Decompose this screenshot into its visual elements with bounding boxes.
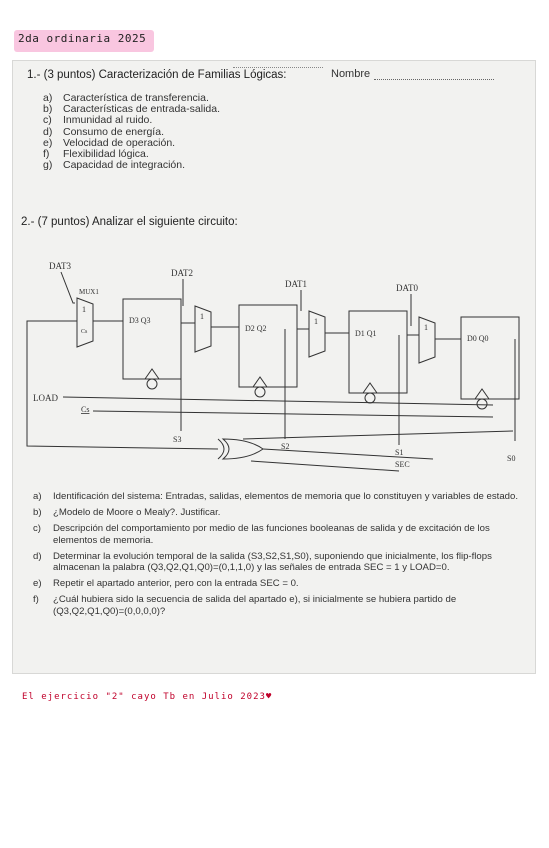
label-s3: S3 [173,435,182,444]
label-dat3: DAT3 [49,261,71,271]
list-item: e) Velocidad de operación. [43,136,176,149]
question-2-title: 2.- (7 puntos) Analizar el siguiente circuito: [21,216,238,228]
label-dat1: DAT1 [285,279,307,289]
svg-text:1: 1 [424,323,428,332]
mux3-in1: 1 [82,305,86,314]
ff0-label: D0 Q0 [467,334,489,343]
mux3-cs: Cs [81,329,88,335]
exam-photo [12,60,536,674]
list-item: c) Descripción del comportamiento por medio de las funciones booleanas de salida y de excitación de los elementos de memoria. [33,523,490,546]
label-dat0: DAT0 [396,283,418,293]
ff2-label: D2 Q2 [245,324,267,333]
list-item: b) ¿Modelo de Moore o Mealy?. Justificar. [33,507,221,519]
header-note: 2da ordinaria 2025 [18,32,147,45]
list-item: d) Determinar la evolución temporal de la salida (S3,S2,S1,S0), suponiendo que inicialmente, los flip-flops almacenan la palabra (Q3,Q2,Q1,Q0)=(0,1,1,0) y las señales de entrada SEC = 1 y LOAD=0. [33,550,492,574]
label-mux: MUX1 [79,288,99,296]
question-2-items [33,491,523,622]
label-s1: S1 [395,448,404,457]
flip-flop-1 [349,311,407,393]
list-item: d) Consumo de energía. [43,125,164,138]
list-item: e) Repetir el apartado anterior, pero con la entrada SEC = 0. [33,578,299,590]
list-item: c) Inmunidad al ruido. [43,114,153,127]
svg-text:1: 1 [200,312,204,321]
label-sec: SEC [395,460,410,469]
list-item: a) Identificación del sistema: Entradas, salidas, elementos de memoria que lo constituyen y variables de estado. [33,491,519,502]
question-1-title: 1.- (3 puntos) Caracterización de Familias Lógicas: [27,69,287,81]
xor-gate [223,439,263,459]
label-cs: Cs [81,405,90,414]
ff3-label: D3 Q3 [129,316,151,325]
wire-dat3 [61,272,75,303]
label-s0: S0 [507,454,516,463]
svg-text:1: 1 [314,317,318,326]
list-item: f) Flexibilidad lógica. [43,148,149,161]
list-item: f) ¿Cuál hubiera sido la secuencia de salida del apartado e), si inicialmente se hubiera partido de (Q3,Q2,Q1,Q0)=(0,0,0,0)? [33,594,457,617]
label-dat2: DAT2 [171,268,193,278]
nombre-label: Nombre [331,68,371,80]
flip-flop-0 [461,317,519,399]
flip-flop-2 [239,305,297,387]
label-s2: S2 [281,442,290,451]
list-item: a) Característica de transferencia. [43,92,209,104]
label-load: LOAD [33,393,58,403]
footer-note: El ejercicio "2" cayo Tb en Julio 2023♥ [22,692,273,702]
flip-flop-3 [123,299,181,379]
list-item: g) Capacidad de integración. [43,159,186,172]
list-item: b) Características de entrada-salida. [43,103,220,116]
ff1-label: D1 Q1 [355,329,377,338]
